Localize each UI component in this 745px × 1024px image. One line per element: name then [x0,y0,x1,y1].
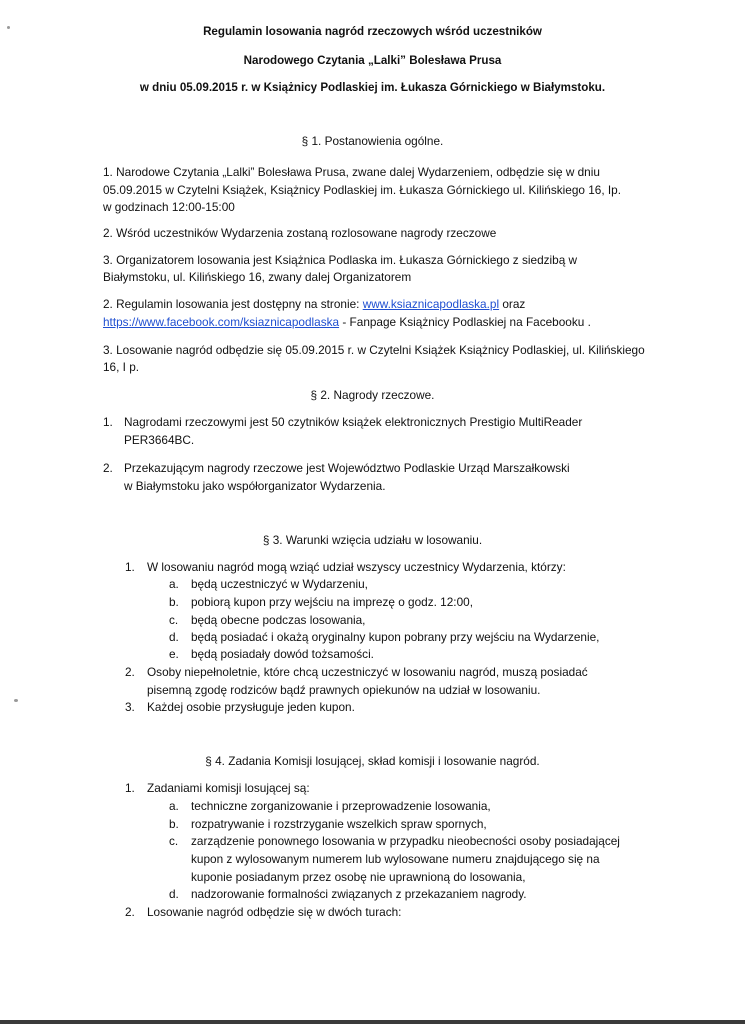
document-title-line-2: Narodowego Czytania „Lalki” Bolesława Prusa [243,54,502,67]
section-2-heading: § 2. Nagrody rzeczowe. [310,388,435,402]
s3-item-3-text: Każdej osobie przysługuje jeden kupon. [147,700,355,714]
s3-sub-d-number: d. [169,630,179,644]
s4-item-2-number: 2. [125,905,135,919]
s3-item-3-number: 3. [125,700,135,714]
s1-p4-line-2-suffix: - Fanpage Książnicy Podlaskiej na Facebooku . [339,315,591,329]
s3-sub-b-number: b. [169,595,179,609]
s2-item-2-line-2: w Białymstoku jako współorganizator Wydarzenia. [124,479,386,493]
s1-p3-line-1: 3. Organizatorem losowania jest Książnica Podlaska im. Łukasza Górnickiego z siedzibą w [103,253,578,267]
s3-sub-b-text: pobiorą kupon przy wejściu na imprezę o godz. 12:00, [191,595,473,609]
s1-p1-line-2: 05.09.2015 w Czytelni Książek, Książnicy Podlaskiej im. Łukasza Górnickiego ul. Kilińskiego 16, Ip. [103,183,622,197]
document-title-line-1: Regulamin losowania nagród rzeczowych wśród uczestników [203,25,542,38]
s4-sub-b-text: rozpatrywanie i rozstrzyganie wszelkich spraw spornych, [191,817,487,831]
s3-sub-c-text: będą obecne podczas losowania, [191,613,366,627]
s1-p4-prefix: 2. Regulamin losowania jest dostępny na stronie: [103,297,363,311]
s2-item-1-line-2: PER3664BC. [124,433,195,447]
document-title-line-3: w dniu 05.09.2015 r. w Książnicy Podlaskiej im. Łukasza Górnickiego w Białymstoku. [139,81,606,94]
s4-item-2-text: Losowanie nagród odbędzie się w dwóch turach: [147,905,402,919]
s2-item-1-line-1: Nagrodami rzeczowymi jest 50 czytników książek elektronicznych Prestigio MultiReader [124,415,583,429]
section-1-heading: § 1. Postanowienia ogólne. [301,134,444,148]
section-3-heading: § 3. Warunki wzięcia udziału w losowaniu. [262,533,483,547]
s3-sub-d-text: będą posiadać i okażą oryginalny kupon pobrany przy wejściu na Wydarzenie, [191,630,600,644]
s3-sub-e-number: e. [169,647,179,661]
s3-item-2-line-2: pisemną zgodę rodziców bądź prawnych opiekunów na udział w losowaniu. [147,683,541,697]
s3-sub-c-number: c. [169,613,179,627]
s1-p2: 2. Wśród uczestników Wydarzenia zostaną rozlosowane nagrody rzeczowe [103,226,497,240]
facebook-link[interactable]: https://www.facebook.com/ksiaznicapodlaska [103,315,340,329]
s3-sub-a-number: a. [169,577,179,591]
scan-bottom-edge [0,1020,745,1024]
s1-p5-line-1: 3. Losowanie nagród odbędzie się 05.09.2015 r. w Czytelni Książek Książnicy Podlaskiej, ul. Kilińskiego [103,343,645,357]
s1-p3-line-2: Białymstoku, ul. Kilińskiego 16, zwany dalej Organizatorem [103,270,412,284]
s1-p4-line-1 [103,295,525,313]
s1-p1-line-3: w godzinach 12:00-15:00 [103,200,235,214]
s3-sub-a-text: będą uczestniczyć w Wydarzeniu, [191,577,368,591]
s1-p4-suffix: oraz [499,297,526,311]
s2-item-1-number: 1. [103,415,113,429]
s4-sub-c-number: c. [169,834,179,848]
s4-sub-c-line-1: zarządzenie ponownego losowania w przypadku nieobecności osoby posiadającej [191,834,620,848]
s3-item-2-line-1: Osoby niepełnoletnie, które chcą uczestniczyć w losowaniu nagród, muszą posiadać [147,665,588,679]
s4-item-1-text: Zadaniami komisji losującej są: [147,781,310,795]
s2-item-2-line-1: Przekazującym nagrody rzeczowe jest Województwo Podlaskie Urząd Marszałkowski [124,461,570,475]
section-4-heading: § 4. Zadania Komisji losującej, skład komisji i losowanie nagród. [205,754,540,768]
s1-p4-line-2 [103,313,591,331]
s3-item-1-text: W losowaniu nagród mogą wziąć udział wszyscy uczestnicy Wydarzenia, którzy: [147,560,566,574]
s4-sub-b-number: b. [169,817,179,831]
s1-p1-line-1: 1. Narodowe Czytania „Lalki” Bolesława Prusa, zwane dalej Wydarzeniem, odbędzie się w dniu [103,165,600,179]
s4-sub-d-text: nadzorowanie formalności związanych z przekazaniem nagrody. [191,887,527,901]
s4-sub-a-number: a. [169,799,179,813]
s3-item-1-number: 1. [125,560,135,574]
library-website-link[interactable]: www.ksiaznicapodlaska.pl [362,297,500,311]
s4-sub-a-text: techniczne zorganizowanie i przeprowadzenie losowania, [191,799,491,813]
s2-item-2-number: 2. [103,461,113,475]
s3-item-2-number: 2. [125,665,135,679]
s4-sub-c-line-3: kuponie posiadanym przez osobę nie uprawnioną do losowania, [191,870,526,884]
s4-sub-c-line-2: kupon z wylosowanym numerem lub wylosowane numeru znajdującego się na [191,852,600,866]
scan-speck [14,699,18,702]
s1-p5-line-2: 16, I p. [103,360,140,374]
s4-sub-d-number: d. [169,887,179,901]
s3-sub-e-text: będą posiadały dowód tożsamości. [191,647,374,661]
s4-item-1-number: 1. [125,781,135,795]
